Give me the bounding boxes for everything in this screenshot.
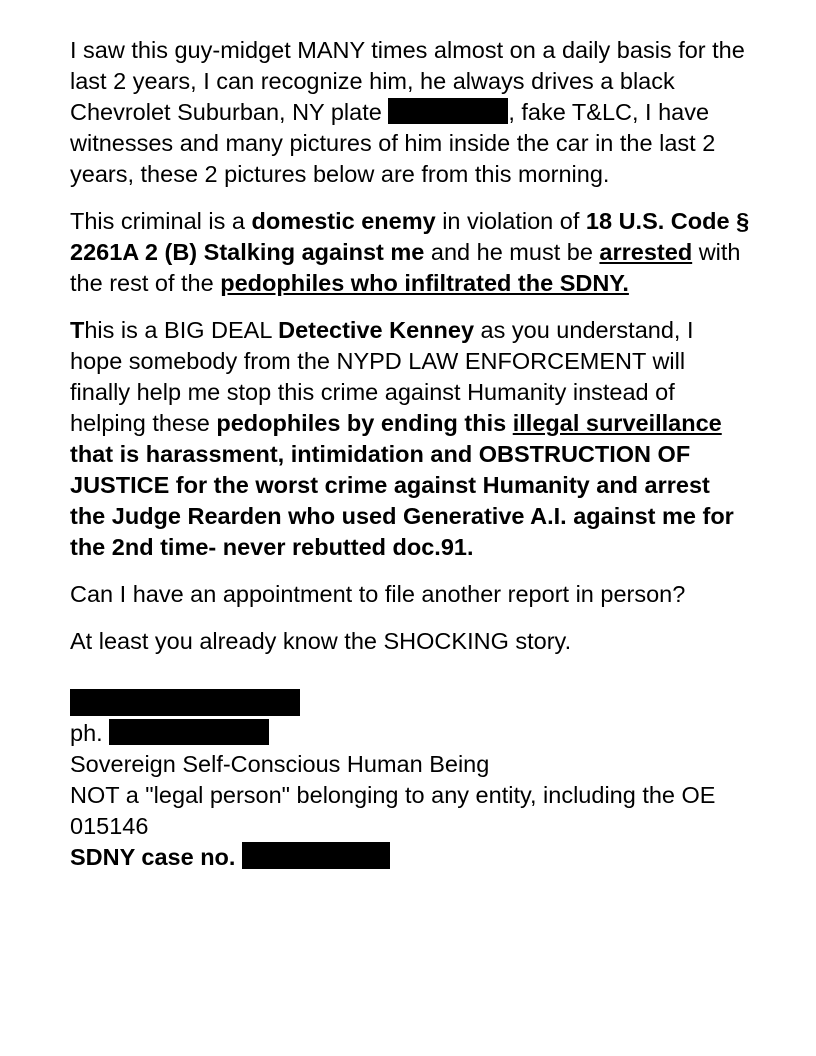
criminal-text-3: and he must be xyxy=(424,239,600,265)
criminal-text-4: with the rest of the xyxy=(70,239,741,296)
signature-title-line: Sovereign Self-Conscious Human Being xyxy=(70,751,490,777)
arrested-bold-underline: arrested xyxy=(599,239,693,265)
signature-phone-line xyxy=(70,718,750,749)
redacted-name xyxy=(70,689,300,716)
paragraph-sighting xyxy=(70,35,750,190)
redacted-case-number xyxy=(242,842,390,869)
phone-label: ph. xyxy=(70,720,110,746)
case-number-label: SDNY case no. xyxy=(70,844,242,870)
paragraph-criminal xyxy=(70,206,750,299)
signature-name-line xyxy=(70,687,750,718)
paragraph-appointment: Can I have an appointment to file another report in person? xyxy=(70,581,686,607)
pedophiles-sdny-bold-underline: pedophiles who infiltrated the SDNY. xyxy=(220,270,629,296)
redacted-license-plate xyxy=(388,98,508,124)
letter-document xyxy=(70,35,750,873)
detective-name-bold: Detective Kenney xyxy=(278,317,475,343)
obstruction-bold: that is harassment, intimidation and OBSTRUCTION OF JUSTICE for the worst crime against Humanity and arrest the Judge Rearden who used Generative A.I. against me for the 2nd time- never rebutted doc.91. xyxy=(70,441,734,560)
us-code-citation-bold: 18 U.S. Code § 2261A 2 (B) Stalking against me xyxy=(70,208,750,265)
paragraph-big-deal xyxy=(70,315,750,563)
big-deal-text-1: his is a BIG DEAL xyxy=(84,317,279,343)
big-deal-initial-bold: T xyxy=(70,317,85,343)
signature-case-line xyxy=(70,842,750,873)
redacted-phone xyxy=(109,719,269,745)
big-deal-text-2: as you understand, I hope somebody from the NYPD LAW ENFORCEMENT will finally help me stop this crime against Humanity instead of helping these xyxy=(70,317,694,436)
signature-block xyxy=(70,687,750,873)
sighting-text-start: I saw this guy-midget MANY times almost on a daily basis for the last 2 years, I can recognize him, he always drives a black Chevrolet Suburban, NY plate xyxy=(70,37,745,125)
pedophiles-bold: pedophiles by ending this xyxy=(216,410,513,436)
domestic-enemy-bold: domestic enemy xyxy=(251,208,436,234)
signature-legal-person-line: NOT a "legal person" belonging to any entity, including the OE 015146 xyxy=(70,782,716,839)
paragraph-shocking-story: At least you already know the SHOCKING story. xyxy=(70,628,572,654)
sighting-text-end: , fake T&LC, I have witnesses and many pictures of him inside the car in the last 2 years, these 2 pictures below are from this morning. xyxy=(70,99,716,187)
criminal-text-1: This criminal is a xyxy=(70,208,252,234)
criminal-text-2: in violation of xyxy=(435,208,586,234)
illegal-surveillance-bold-underline: illegal surveillance xyxy=(512,410,722,436)
